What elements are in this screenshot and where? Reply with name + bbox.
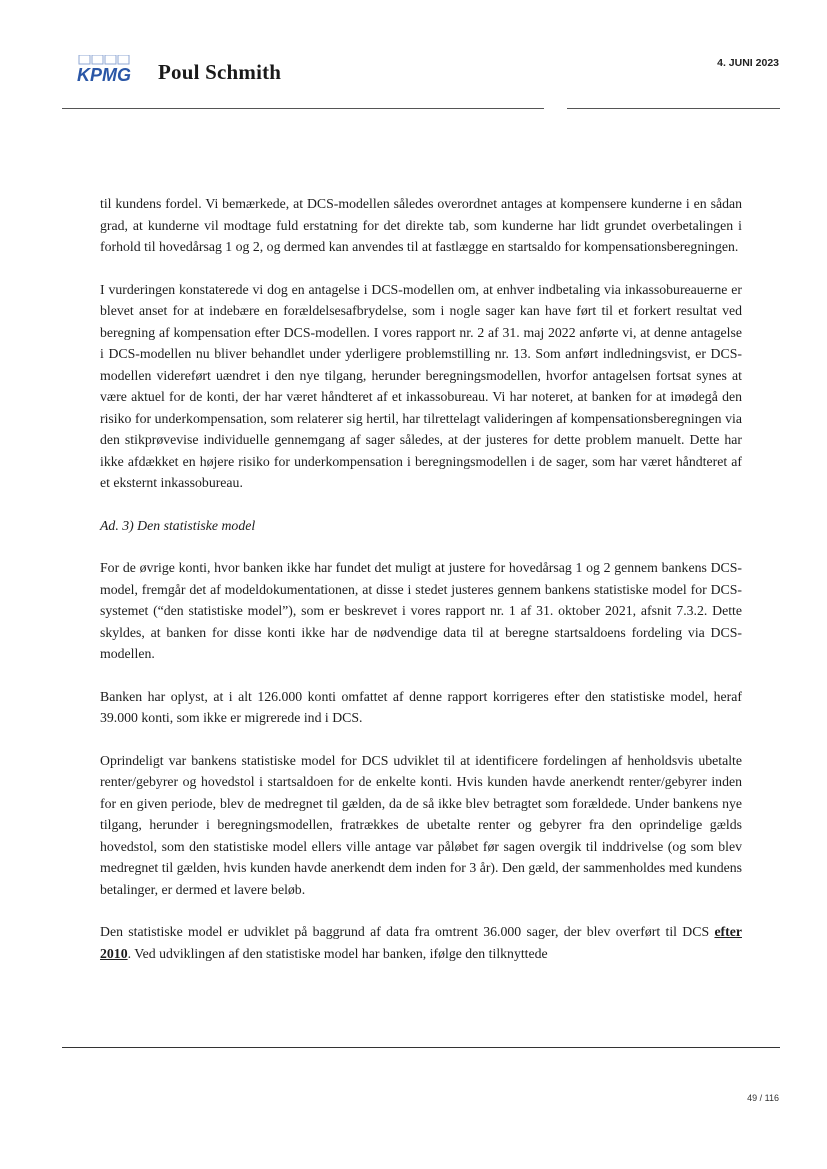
kpmg-logo-text: KPMG: [77, 65, 131, 83]
paragraph-1: til kundens fordel. Vi bemærkede, at DCS-modellen således overordnet antages at kompensere kunderne i en sådan grad, at kunderne vil modtage fuld erstatning for det direkte tab, som kunderne har lidt grundet overbetalingen i forhold til hovedårsag 1 og 2, og dermed kan anvendes til at fastlægge en startsaldo for kompensationsberegningen.: [100, 196, 742, 254]
paragraph-6: [100, 921, 742, 964]
header-divider-left: [62, 108, 544, 109]
paragraph-2: I vurderingen konstaterede vi dog en antagelse i DCS-modellen om, at enhver indbetaling via inkassobureauerne er blevet anset for at indebære en forældelsesafbrydelse, som i nogle sager kan have ført til et forkert resultat ved beregning af kompensation efter DCS-modellen. I vores rapport nr. 2 af 31. maj 2022 anførte vi, at denne antagelse i DCS-modellen nu bliver behandlet under yderligere problemstilling nr. 13. Som anført indledningsvist, er DCS-modellen videreført uændret i den nye tilgang, herunder beregningsmodellen, hvorfor antagelsen fortsat synes at være aktuel for de konti, der har været håndteret af et inkassobureau. Vi har noteret, at banken for at imødegå den risiko for underkompensation, som relaterer sig hertil, har tilrettelagt valideringen af kompensationsberegningen via den stikprøvevise individuelle gennemgang af sager således, at der justeres for dette problem manuelt. Dette har ikke afdækket en højere risiko for underkompensation i beregningsmodellen i de sager, som har været håndteret af et eksternt inkassobureau.: [100, 281, 742, 490]
section-heading: Ad. 3) Den statistiske model: [100, 517, 256, 533]
paragraph-6-start: Den statistiske model er udviklet på baggrund af data fra omtrent 36.000 sager, der blev overført til DCS: [100, 924, 715, 939]
header-divider-right: [567, 108, 780, 109]
paragraph-6-end: . Ved udviklingen af den statistiske model har banken, ifølge den tilknyttede: [127, 945, 548, 961]
kpmg-logo-icon: [77, 55, 139, 83]
footer-divider: [62, 1047, 780, 1048]
firm-name: Poul Schmith: [158, 60, 282, 84]
paragraph-3: For de øvrige konti, hvor banken ikke har fundet det muligt at justere for hovedårsag 1 og 2 gennem bankens DCS-model, fremgår det af modeldokumentationen, at disse i stedet justeres gennem bankens statistiske model for DCS-systemet (“den statistiske model”), som er beskrevet i vores rapport nr. 1 af 31. oktober 2021, afsnit 7.3.2. Dette skyldes, at banken for disse konti ikke har de nødvendige data til at beregne startsaldoens fordeling via DCS-modellen.: [100, 560, 742, 661]
document-body: [100, 193, 742, 985]
kpmg-logo: [77, 55, 139, 83]
paragraph-5: Oprindeligt var bankens statistiske model for DCS udviklet til at identificere fordelingen af henholdsvis ubetalte renter/gebyrer og hovedstol i startsaldoen for de enkelte konti. Hvis kunden havde anerkendt renter/gebyrer inden for en given periode, blev de medregnet til gælden, da de så ikke blev betragtet som forældede. Under bankens nye tilgang, herunder i beregningsmodellen, fratrækkes de ubetalte renter og gebyrer fra den oprindelige gælds hovedstol, som den statistiske model ellers ville antage var påløbet før sagen overgik til inddrivelse (og som blev medregnet til gælden, hvis kunden havde anerkendt dem inden for 3 år). Den gæld, der sammenholdes med kundens betalinger, er dermed et lavere beløb.: [100, 752, 742, 897]
paragraph-4: Banken har oplyst, at i alt 126.000 konti omfattet af denne rapport korrigeres efter den statistiske model, heraf 39.000 konti, som ikke er migrerede ind i DCS.: [100, 688, 742, 725]
paragraph-6-emphasis: efter 2010: [100, 924, 742, 961]
page-number: 49 / 116: [747, 1093, 779, 1103]
document-date: 4. JUNI 2023: [717, 57, 779, 69]
